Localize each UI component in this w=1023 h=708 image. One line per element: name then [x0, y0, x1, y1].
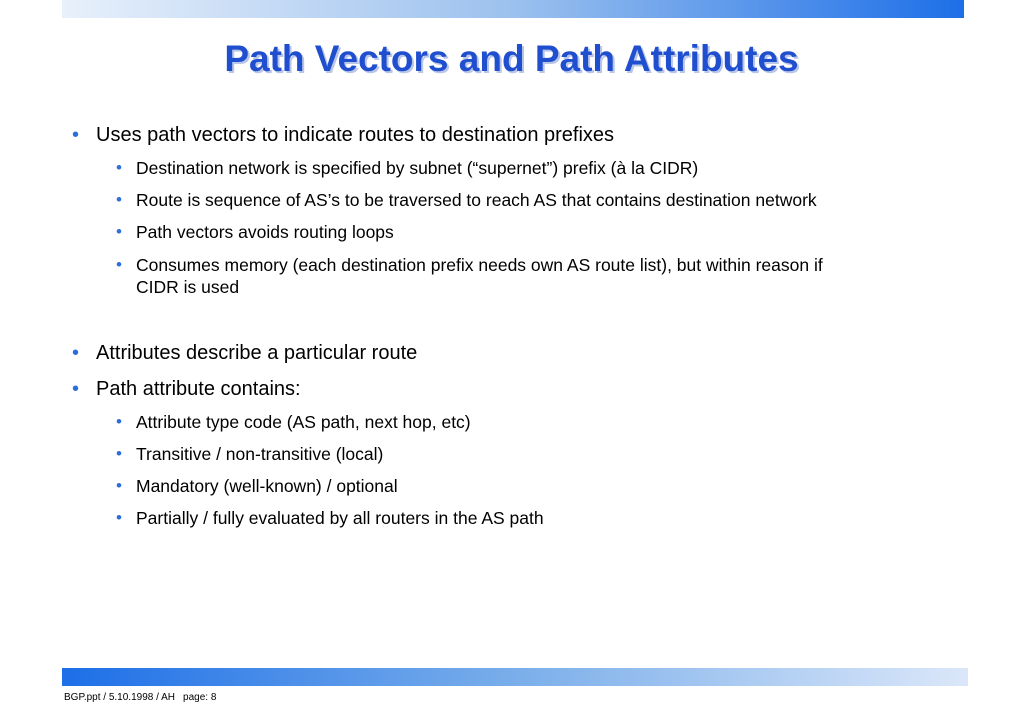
sub-bullet-item: [116, 221, 394, 243]
footer-gradient-bar: [62, 668, 968, 686]
footer-page-number: page: 8: [183, 692, 217, 703]
sub-bullet-text: Consumes memory (each destination prefix needs own AS route list), but within reason if: [136, 255, 823, 275]
sub-bullet-item: [116, 411, 471, 433]
sub-bullet-text: CIDR is used: [136, 277, 240, 297]
bullet-icon: •: [72, 124, 80, 146]
sub-bullet-icon: •: [116, 158, 122, 177]
bullet-icon: •: [72, 378, 80, 400]
sub-bullet-item: [116, 254, 823, 276]
sub-bullet-item: [116, 189, 817, 211]
bullet-text: Path attribute contains:: [96, 378, 301, 400]
bullet-icon: •: [72, 342, 80, 364]
sub-bullet-text: Partially / fully evaluated by all routers in the AS path: [136, 508, 544, 528]
header-gradient-bar: [62, 0, 964, 18]
sub-bullet-item: [116, 475, 398, 497]
sub-bullet-continuation: [116, 276, 239, 298]
sub-bullet-icon: •: [116, 255, 122, 274]
bullet-item: [72, 123, 614, 147]
sub-bullet-icon: •: [116, 222, 122, 241]
sub-bullet-icon: •: [116, 190, 122, 209]
sub-bullet-icon: •: [116, 476, 122, 495]
sub-bullet-item: [116, 507, 544, 529]
sub-bullet-icon: •: [116, 412, 122, 431]
sub-bullet-text: Destination network is specified by subnet (“supernet”) prefix (à la CIDR): [136, 158, 699, 178]
sub-bullet-text: Transitive / non-transitive (local): [136, 444, 384, 464]
bullet-text: Attributes describe a particular route: [96, 342, 418, 364]
sub-bullet-text: Mandatory (well-known) / optional: [136, 476, 398, 496]
sub-bullet-item: [116, 157, 698, 179]
sub-bullet-icon: •: [116, 508, 122, 527]
footer-source: BGP.ppt / 5.10.1998 / AH: [64, 692, 176, 703]
sub-bullet-text: Path vectors avoids routing loops: [136, 222, 394, 242]
bullet-item: [72, 341, 417, 365]
bullet-item: [72, 377, 301, 401]
bullet-text: Uses path vectors to indicate routes to destination prefixes: [96, 124, 615, 146]
slide-title: Path Vectors and Path Attributes: [224, 38, 799, 79]
sub-bullet-text: Route is sequence of AS’s to be traversed to reach AS that contains destination network: [136, 190, 817, 210]
sub-bullet-icon: •: [116, 444, 122, 463]
sub-bullet-text: Attribute type code (AS path, next hop, etc): [136, 412, 471, 432]
slide-footer: [64, 692, 216, 703]
sub-bullet-item: [116, 443, 383, 465]
